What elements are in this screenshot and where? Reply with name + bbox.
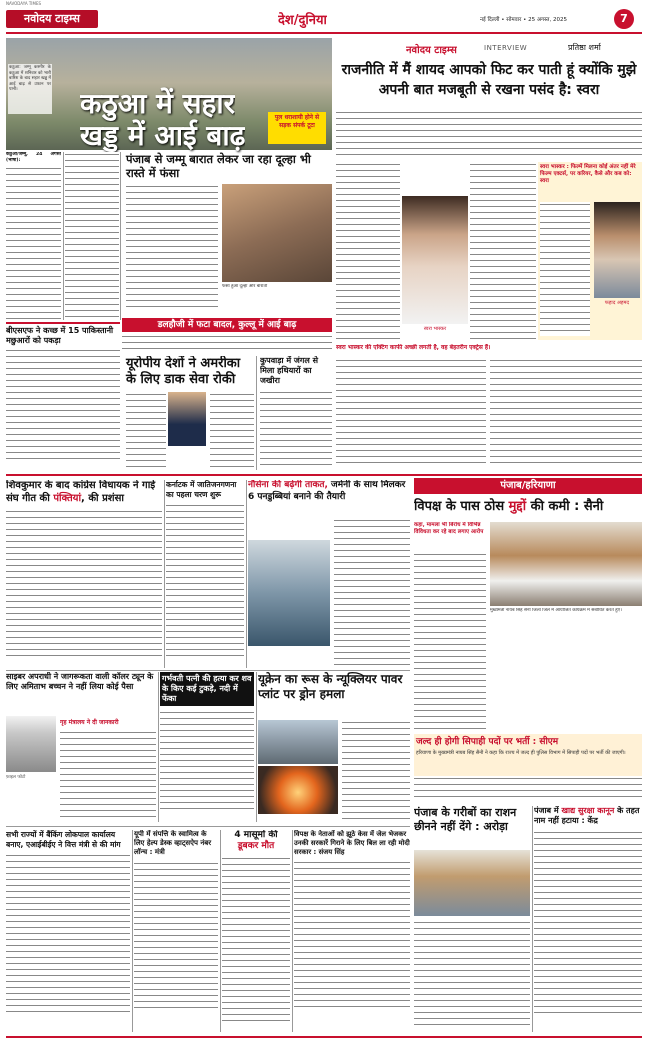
food-security-part2: खाद्य सुरक्षा कानून [561,806,615,815]
groom-photo [222,184,332,282]
up-story [134,830,218,1032]
groom-text-lines [126,184,218,312]
fahad-caption: फहाद अहमद [604,300,630,306]
banking-headline: सभी राज्यों में बैंकिंग लोकपाल कार्यालय बनाए, एआईबीईए ने वित्त मंत्री से की मांग [6,830,121,849]
karnataka-headline: कर्नाटक में जातिजनगणना का पहला चरण शुरू [166,480,237,499]
rule [158,672,159,822]
paper-name: नवोदय टाइम्स [6,10,98,28]
rule [63,152,64,320]
rule [132,830,133,1032]
up-text-lines [134,861,218,1011]
shivakumar-headline-part2: पंक्तियां [53,492,82,504]
shivakumar-story [6,480,162,668]
food-security-headline [534,806,642,826]
ration-headline: पंजाब के गरीबों का राशन छीनने नहीं देंगे : अरोड़ा [414,806,517,833]
amitabh-photo [6,716,56,772]
cyber-story [6,672,156,822]
children-headline-part2: डूबकर मौत [237,841,275,851]
flood-body-col1 [6,152,61,320]
explosion-photo [258,766,338,814]
shivakumar-text-lines [6,509,162,657]
masthead [0,0,650,38]
kupwara-text-lines [260,390,332,470]
post-headline: यूरोपीय देशों ने अमरीका के लिए डाक सेवा रोकी [126,356,241,387]
karnataka-story [166,480,244,668]
police-headline: जल्द ही होगी सिपाही पदों पर भर्ती : सीएम [416,737,559,747]
saini-headline [414,498,642,518]
food-security-text-lines [534,830,642,1018]
bsf-text-lines [6,348,120,460]
swara-photo [402,196,468,324]
cyber-headline: साइबर अपराधी ने जागरूकता वाली कॉलर ट्यून के लिए अमिताभ बच्चन ने नहीं लिया कोई पैसा [6,672,154,691]
flood-headline-2: खड्ड में आई बाढ़ [80,119,246,152]
navy-headline-part1: नौसेना की बढ़ेगी ताकत, [248,480,328,490]
shivakumar-headline-part1: शिवकुमार के बाद कांग्रेस विधायक ने गाई संघ गीत की [6,480,156,504]
groom-story [122,152,332,314]
trump-photo [168,392,206,446]
shivakumar-headline [6,480,162,505]
bsf-headline: बीएसएफ ने कच्छ में 15 पाकिस्तानी मछुआरों को पकड़ा [6,326,114,345]
rule [6,670,410,671]
up-headline: यूपी में संपत्ति के स्वामित्व के लिए हेल्प डेस्क व्हाट्सऐप नंबर लॉन्च : मंत्री [134,830,212,856]
rule [164,480,165,668]
children-headline-part1: 4 मासूमों की [234,830,278,840]
ukraine-story [258,672,410,822]
swara-sidebar-lines [540,202,590,336]
children-text-lines [222,856,290,1024]
rule [120,152,121,320]
dalhousie-subhead: डलहौजी में फटा बादल, कुल्लू में आई बाढ़ [122,318,332,332]
flood-body-col2 [65,152,119,320]
section-title: देश/दुनिया [278,13,327,28]
food-security-story [534,806,642,1032]
post-text-col2 [210,392,254,468]
food-security-part3: के तहत नाम नहीं हटाया : केंद्र [534,806,640,825]
flood-headline-1: कठुआ में सहार [80,87,236,120]
power-plant-photo [258,720,338,764]
saini-headline-part3: की कमी : सैनी [530,499,604,514]
rule [6,826,410,827]
ration-photo [414,850,530,916]
kupwara-headline: कुपवाड़ा में जंगल से मिला हथियारों का जखीरा [260,356,318,385]
karnataka-text-lines [166,503,244,661]
footer-rule [6,1036,642,1038]
pregnant-story [160,672,254,822]
flood-text-lines [6,166,61,320]
interview-qa-col2 [470,162,536,340]
post-story [122,356,254,470]
navy-story [248,480,410,668]
interview-intro-lines [336,110,642,160]
cyber-photo-caption: फ़ाइल फोटो [6,775,26,780]
interview-label: INTERVIEW [484,44,528,52]
flood-dateline: कठुआ/जम्मू, 24 अगस्त (भाषा): [6,152,61,163]
dateline: नई दिल्ली • सोमवार • 25 अगस्त, 2025 [480,17,567,23]
bsf-story [6,322,120,470]
jail-headline: विपक्ष के नेताओं को झूठे केस में जेल भेजकर उनकी सरकारें गिराने के लिए बिल ला रही मोदी सरकार : संजय सिंह [294,830,410,856]
interview-qa-col1 [336,162,400,340]
groom-headline: पंजाब से जम्मू बारात लेकर जा रहा दूल्हा भी रास्ते में फंसा [126,152,311,180]
flood-photo-caption: कठुआ: जम्मू कश्मीर के कठुआ में शनिवार को भारी बारिश के बाद सहार खड्ड में आई बाढ़ से उफान पर पानी। [8,64,52,114]
rule [532,806,533,1032]
ration-story [414,806,530,1032]
interview-banner [336,38,642,60]
interview-brand: नवोदय टाइम्स [406,45,457,56]
rule [246,480,247,668]
ukraine-headline: यूक्रेन का रूस के न्यूक्लियर पावर प्लांट पर ड्रोन हमला [258,672,403,701]
fahad-photo [594,202,640,298]
page-number: 7 [614,9,634,29]
interview-lower-lines-1 [336,358,486,468]
banking-story [6,830,130,1032]
interview-qa1-lines [336,162,400,340]
saini-text-lines [414,552,486,732]
navy-text-lines [334,518,410,668]
corner-note: NAVODAYA TIMES [6,1,42,6]
banking-text-lines [6,853,130,1013]
saini-photo [490,522,642,606]
rule [220,830,221,1032]
rule [292,830,293,1032]
ukraine-text-lines [342,720,410,820]
groom-photo-caption: फंसा हुआ दूल्हा और बाराती [222,284,268,289]
saini-side-head: कहा, मामला भी बिरोध में विभिन्न विविधता कर रहे बाद लगाए आरोप [414,522,484,535]
cyber-byline: गृह मंत्रालय ने दी जानकारी [60,719,119,726]
shivakumar-headline-part3: , की प्रशंसा [81,492,124,504]
ration-text-lines [414,920,530,1030]
police-text-lines [414,776,642,802]
flood-callout: पुल धराशायी होने से सड़क संपर्क टूटा [268,112,326,144]
children-headline [222,830,290,852]
police-intro: हरियाणा के मुख्यमंत्री नायब सिंह सैनी ने कहा कि राज्य में जल्द ही पुलिस विभाग में सिपाही पदों पर भर्ती की जाएगी। [416,750,626,756]
pregnant-headline: गर्भवती पत्नी की हत्या कर शव के किए कई टुकड़े, नदी में फेंका [160,672,254,706]
pregnant-text-lines [160,710,254,814]
food-security-part1: पंजाब में [534,806,559,815]
rule [256,672,257,822]
interview-headline: राजनीति में मैं शायद आपको फिट कर पाती हूं क्योंकि मुझे अपनी बात मजबूती से रखना पसंद है: स्वरा [341,62,637,98]
punjab-section-label: पंजाब/हरियाणा [414,478,642,494]
kupwara-story [260,356,332,470]
jail-text-lines [294,860,410,1010]
cyber-text-lines [60,730,156,820]
swara-sidebar-head: स्वरा भास्कर : फिल्में मिलना कोई अंतर नहीं मेरे फिल्म एक्टर्स, पर करियर, कैसे और कब को: स्वरा [540,164,636,184]
masthead-rule [6,32,642,34]
dalhousie-text-lines [122,334,332,354]
interview-guest: प्रतिष्ठा शर्मा [568,43,601,52]
jail-story [294,830,410,1032]
swara-photo-caption: स्वरा भास्कर [423,326,447,332]
interview-lower-lines-2 [490,358,642,468]
interview-pullquote: स्वरा भास्कर की एक्टिंग काफी अच्छी लगती है, वह बेहतरीन एक्ट्रेस हैं। [336,344,491,351]
children-story [222,830,290,1032]
post-text-col1 [126,392,166,468]
navy-headline-part2: जर्मनी के साथ मिलकर 6 पनडुब्बियां बनाने की तैयारी [248,480,406,502]
saini-photo-caption: मुख्यमंत्री नायब सिंह सैनी जिला जिले में आयोजित कार्यक्रम में संबोधित करते हुए। [490,608,622,613]
navy-headline [248,480,410,503]
saini-headline-part1: विपक्ष के पास ठोस [414,499,505,514]
section-rule [6,474,642,476]
submarine-photo [248,540,330,646]
saini-headline-part2: मुद्दों [508,499,527,514]
swara-sidebar [538,162,642,340]
rule [256,356,257,470]
